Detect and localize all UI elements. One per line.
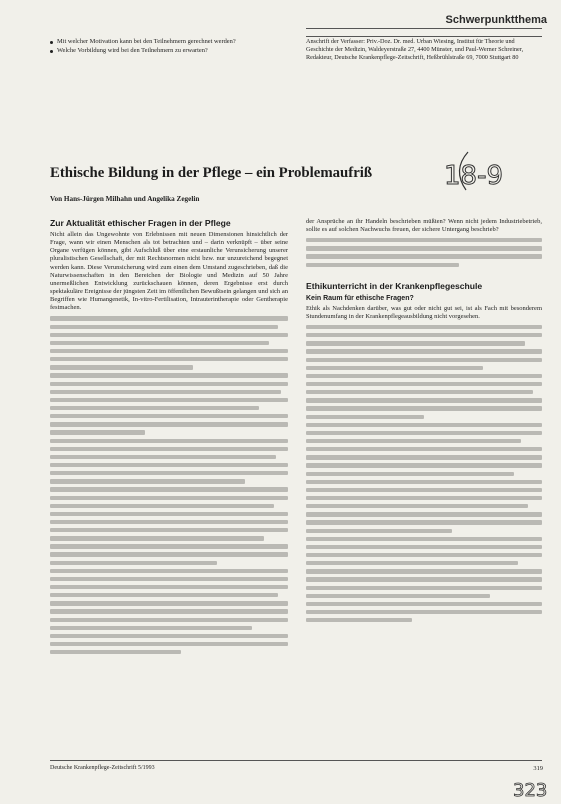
bullet-icon xyxy=(50,50,53,53)
section-heading: Zur Aktualität ethischer Fragen in der Pflege xyxy=(50,218,231,228)
paragraph: Ethik als Nachdenken darüber, was gut oder nicht gut sei, ist als Fach mit besonderem Stundenumfang in der Krankenpflegeausbildung nicht vorgesehen. xyxy=(306,304,542,321)
handwritten-note xyxy=(438,150,534,208)
footer-rule xyxy=(50,760,542,761)
subsection-heading: Kein Raum für ethische Fragen? xyxy=(306,294,414,302)
paragraph: Nicht allein das Ungewohnte von Erlebnissen mit neuen Dimensionen hinsichtlich der Frage, wann wir einen Menschen als tot betrachten und – darin verknüpft – über seine Organe verfügen können, gibt Aufschluß über eine erstaunliche Verunsicherung unserer pluralistischen Gesellschaft, der mit Rechtsnormen nicht bzw. nur unzureichend begegnet werden kann. Diese Verunsicherung wird zum einen dem Umstand zugeschrieben, daß die Naturwissenschaften in den Bereichen der Biologie und Medizin auf 50 Jahre unermeßlichen Entwicklung zurückschauen können, deren Ergebnisse erst durch spektakuläre Ereignisse der jüngsten Zeit im öffentlichen Bewußtsein gelangen und sich an Begriffen wie Humangenetik, In-vitro-Fertilisation, Intrauterintherapie oder Gentherapie festmachen. xyxy=(50,231,288,312)
bullet-item xyxy=(50,38,288,46)
body-text-continued xyxy=(50,316,288,654)
right-column xyxy=(306,218,542,626)
bullet-text: Welche Vorbildung wird bei den Teilnehmern zu erwarten? xyxy=(57,47,208,55)
section-heading: Ethikunterricht in der Krankenpflegeschule xyxy=(306,280,483,291)
section-tag: Schwerpunktthema xyxy=(445,14,547,26)
bullet-item xyxy=(50,47,288,55)
address-rule xyxy=(306,36,542,37)
article-authors: Von Hans-Jürgen Milhahn und Angelika Zegelin xyxy=(50,195,200,203)
body-text-continued xyxy=(306,238,542,267)
bullet-text: Mit welcher Motivation kann bei den Teilnehmern gerechnet werden? xyxy=(57,38,236,45)
bullet-icon xyxy=(50,41,53,44)
handwritten-page-number xyxy=(509,776,549,800)
left-column xyxy=(50,218,288,658)
handwritten-page-text: 323 xyxy=(513,780,548,800)
article-title: Ethische Bildung in der Pflege – ein Problemaufriß xyxy=(50,165,373,181)
paragraph: der Ansprüche an ihr Handeln beschrieben müßten? Wenn nicht jedem Industriebetrieb, sollte es auf solchen Nachwuchs freuen, der sichere Untergang beschrieb? xyxy=(306,218,542,234)
handwritten-note-text: 18-9 xyxy=(444,161,504,191)
journal-footer: Deutsche Krankenpflege-Zeitschrift 5/1993 xyxy=(50,765,155,771)
author-address: Anschrift der Verfasser: Priv.-Doz. Dr. med. Urban Wiesing, Institut für Theorie und Geschichte der Medizin, Waldeyerstraße 27, 4400 Münster, und Paul-Werner Schreiner, Redakteur, Deutsche Krankenpflege-Zeitschrift, Heßbrühlstraße 69, 7000 Stuttgart 80 xyxy=(306,38,524,61)
body-text-continued xyxy=(306,325,542,622)
bullet-list xyxy=(50,38,288,56)
header-rule xyxy=(306,28,542,29)
page-number: 319 xyxy=(533,765,543,772)
